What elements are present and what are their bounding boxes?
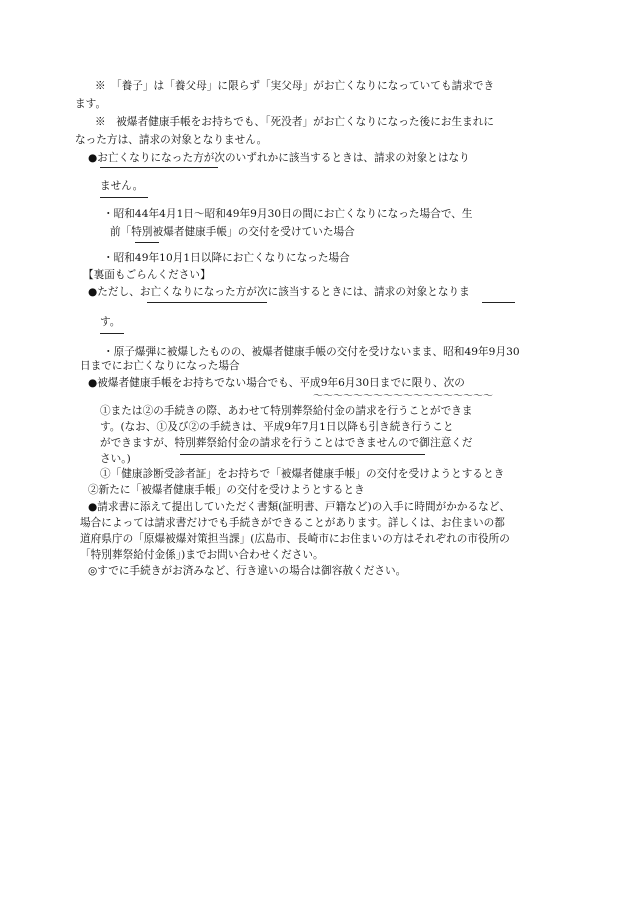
documents-note-3: 道府県庁の「原爆被爆対策担当課」(広島市、長崎市にお住まいの方はそれぞれの市役所の — [80, 533, 510, 545]
no-handbook-text-4: さい。) — [100, 453, 131, 465]
exclusion-case-1-cont: 前「特別被爆者健康手帳」の交付を受けていた場合 — [110, 226, 355, 238]
eligible-heading: ●ただし、お亡くなりになった方が次に該当するときには、請求の対象となりま — [88, 286, 470, 298]
documents-note-1: ●請求書に添えて提出していただく書類(証明書、戸籍など)の入手に時間がかかるなど、 — [88, 501, 511, 513]
eligible-case-cont: 日までにお亡くなりになった場合 — [80, 360, 240, 372]
procedure-item-1: ①「健康診断受診者証」をお持ちで「被爆者健康手帳」の交付を受けようとするとき — [100, 468, 505, 480]
exclusion-case-1: ・昭和44年4月1日～昭和49年9月30日の間にお亡くなりになった場合で、生 — [103, 208, 473, 220]
underline-exclusion — [100, 167, 218, 168]
underline-caution — [180, 454, 425, 455]
underline-su — [100, 333, 124, 334]
see-reverse-notice: 【裏面もごらんください】 — [83, 269, 211, 281]
underline-eligible — [147, 302, 267, 303]
documents-note-4: 「特別葬祭給付金係」)までお問い合わせください。 — [80, 549, 324, 561]
no-handbook-text-2: す。(なお、①及び②の手続きは、平成9年7月1日以降も引き続き行うこと — [100, 421, 454, 433]
note-adopted-child-cont: ます。 — [75, 98, 107, 110]
eligible-case: ・原子爆弾に被爆したものの、被爆者健康手帳の交付を受けないまま、昭和49年9月30 — [103, 346, 520, 358]
wavy-underline-deadline: 〜〜〜〜〜〜〜〜〜〜〜〜〜〜〜〜〜〜 — [313, 393, 493, 401]
no-handbook-text-1: ①または②の手続きの際、あわせて特別葬祭給付金の請求を行うことができま — [100, 405, 473, 417]
apology-note: ◎すでに手続きがお済みなど、行き違いの場合は御容赦ください。 — [88, 565, 407, 577]
documents-note-2: 場合によっては請求書だけでも手続きができることがあります。詳しくは、お住まいの都 — [80, 517, 505, 529]
note-born-after: ※ 被爆者健康手帳をお持ちでも、「死没者」がお亡くなりになった後にお生まれに — [95, 116, 495, 128]
underline-masen — [100, 197, 148, 198]
exclusion-heading: ●お亡くなりになった方が次のいずれかに該当するときは、請求の対象とはなり — [88, 152, 470, 164]
note-born-after-cont: なった方は、請求の対象となりません。 — [75, 134, 268, 146]
underline-mae — [135, 242, 159, 243]
no-handbook-text-3: ができますが、特別葬祭給付金の請求を行うことはできませんので御注意くだ — [100, 437, 473, 449]
note-adopted-child: ※ 「養子」は「養父母」に限らず「実父母」がお亡くなりになっていても請求でき — [95, 80, 495, 92]
underline-narima — [482, 302, 515, 303]
exclusion-heading-cont: ません。 — [100, 180, 144, 192]
no-handbook-heading: ●被爆者健康手帳をお持ちでない場合でも、平成9年6月30日までに限り、次の — [88, 377, 465, 389]
exclusion-case-2: ・昭和49年10月1日以降にお亡くなりになった場合 — [103, 252, 350, 264]
procedure-item-2: ②新たに「被爆者健康手帳」の交付を受けようとするとき — [88, 484, 365, 496]
eligible-heading-cont: す。 — [100, 316, 121, 328]
